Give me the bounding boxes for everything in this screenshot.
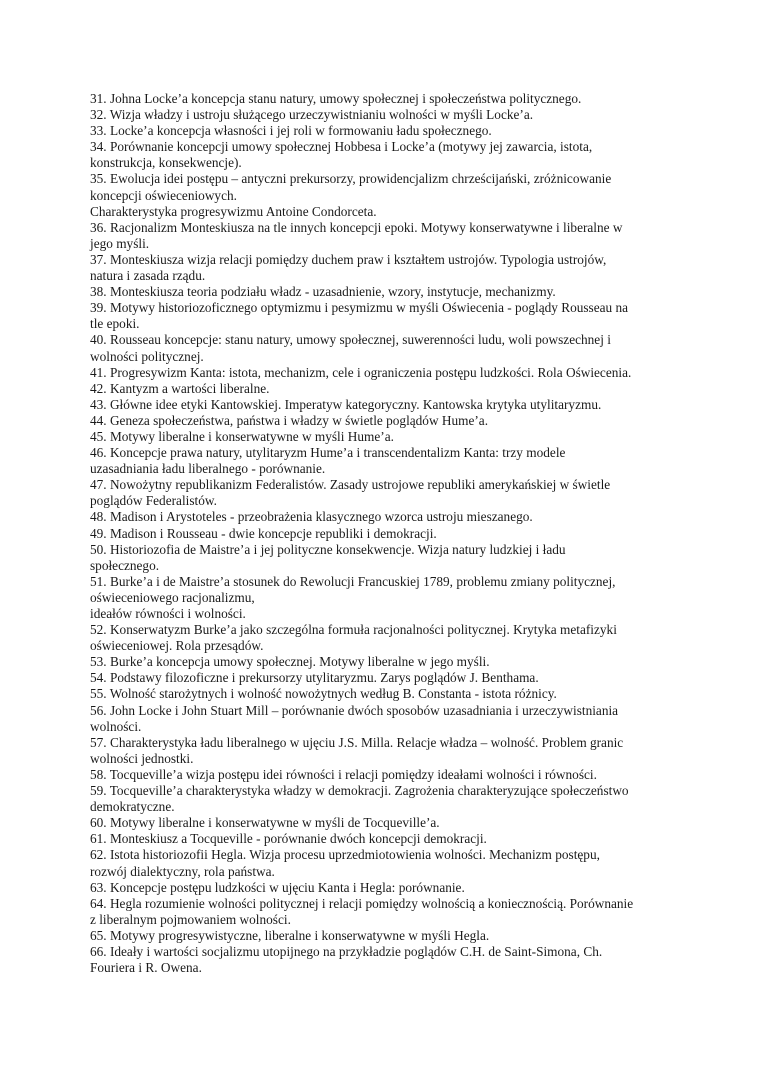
document-line: 31. Johna Locke’a koncepcja stanu natury, umowy społecznej i społeczeństwa politycznego. <box>90 91 582 106</box>
document-line: z liberalnym pojmowaniem wolności. <box>90 911 291 927</box>
document-line: 45. Motywy liberalne i konserwatywne w myśli Hume’a. <box>90 428 394 444</box>
document-line: 41. Progresywizm Kanta: istota, mechanizm, cele i ograniczenia postępu ludzkości. Rola Oświecenia. <box>90 364 632 380</box>
document-line: Charakterystyka progresywizmu Antoine Condorceta. <box>90 203 377 219</box>
document-line: 48. Madison i Arystoteles - przeobrażenia klasycznego wzorca ustroju mieszanego. <box>90 509 533 525</box>
document-line: 34. Porównanie koncepcji umowy społecznej Hobbesa i Locke’a (motywy jej zawarcia, istota, <box>90 139 593 155</box>
document-line: demokratyczne. <box>90 799 175 815</box>
document-page <box>90 91 670 976</box>
document-line: wolności. <box>90 718 142 734</box>
document-line: 62. Istota historiozofii Hegla. Wizja procesu uprzedmiotowienia wolności. Mechanizm postępu, <box>90 847 600 863</box>
document-line: natura i zasada rządu. <box>90 268 206 284</box>
document-line: wolności jednostki. <box>90 750 194 766</box>
document-line: 64. Hegla rozumienie wolności politycznej i relacji pomiędzy wolnością a koniecznością. Porównanie <box>90 895 634 911</box>
document-line: tle epoki. <box>90 316 140 332</box>
document-line: 56. John Locke i John Stuart Mill – porównanie dwóch sposobów uzasadniania i urzeczywistniania <box>90 702 619 718</box>
document-line: społecznego. <box>90 557 160 573</box>
document-line: wolności politycznej. <box>90 348 204 364</box>
document-line: konstrukcja, konsekwencje). <box>90 155 242 171</box>
document-line: oświeceniowej. Rola przesądów. <box>90 638 264 654</box>
document-line: Fouriera i R. Owena. <box>90 960 202 976</box>
document-line: 46. Koncepcje prawa natury, utylitaryzm Hume’a i transcendentalizm Kanta: trzy modele <box>90 445 566 461</box>
document-line: 59. Tocqueville’a charakterystyka władzy w demokracji. Zagrożenia charakteryzujące społeczeństwo <box>90 783 629 799</box>
document-line: 38. Monteskiusza teoria podziału władz - uzasadnienie, wzory, instytucje, mechanizmy. <box>90 284 556 300</box>
document-line: ideałów równości i wolności. <box>90 606 246 621</box>
document-line: poglądów Federalistów. <box>90 493 217 509</box>
document-line: 32. Wizja władzy i ustroju służącego urzeczywistnianiu wolności w myśli Locke’a. <box>90 107 534 123</box>
document-line: 57. Charakterystyka ładu liberalnego w ujęciu J.S. Milla. Relacje władza – wolność. Problem granic <box>90 734 624 750</box>
document-line: 33. Locke’a koncepcja własności i jej roli w formowaniu ładu społecznego. <box>90 123 492 139</box>
document-line: 55. Wolność starożytnych i wolność nowożytnych według B. Constanta - istota różnicy. <box>90 686 557 702</box>
document-line: 66. Ideały i wartości socjalizmu utopijnego na przykładzie poglądów C.H. de Saint-Simona, Ch. <box>90 943 603 959</box>
document-line: koncepcji oświeceniowych. <box>90 187 237 203</box>
document-line: 54. Podstawy filozoficzne i prekursorzy utylitaryzmu. Zarys poglądów J. Benthama. <box>90 670 539 686</box>
document-line: jego myśli. <box>90 235 150 251</box>
document-line: 37. Monteskiusza wizja relacji pomiędzy duchem praw i kształtem ustrojów. Typologia ustrojów, <box>90 251 607 267</box>
document-line: 63. Koncepcje postępu ludzkości w ujęciu Kanta i Hegla: porównanie. <box>90 879 465 895</box>
document-line: 65. Motywy progresywistyczne, liberalne i konserwatywne w myśli Hegla. <box>90 927 490 943</box>
document-line: 51. Burke’a i de Maistre’a stosunek do Rewolucji Francuskiej 1789, problemu zmiany politycznej, <box>90 573 616 589</box>
document-line: uzasadniania ładu liberalnego - porównanie. <box>90 461 326 477</box>
document-line: 39. Motywy historiozoficznego optymizmu i pesymizmu w myśli Oświecenia - poglądy Rousseau na <box>90 300 629 316</box>
document-line: rozwój dialektyczny, rola państwa. <box>90 863 275 879</box>
document-line: 52. Konserwatyzm Burke’a jako szczególna formuła racjonalności politycznej. Krytyka metafizyki <box>90 622 617 638</box>
document-line: oświeceniowego racjonalizmu, <box>90 589 255 605</box>
document-line: 44. Geneza społeczeństwa, państwa i władzy w świetle poglądów Hume’a. <box>90 412 489 428</box>
document-line: 43. Główne idee etyki Kantowskiej. Imperatyw kategoryczny. Kantowska krytyka utylitaryzmu. <box>90 396 602 412</box>
document-line: 60. Motywy liberalne i konserwatywne w myśli de Tocqueville’a. <box>90 815 440 831</box>
document-line: 35. Ewolucja idei postępu – antyczni prekursorzy, prowidencjalizm chrześcijański, zróżnicowanie <box>90 171 612 187</box>
document-line: 47. Nowożytny republikanizm Federalistów. Zasady ustrojowe republiki amerykańskiej w świetle <box>90 477 611 493</box>
document-line: 53. Burke’a koncepcja umowy społecznej. Motywy liberalne w jego myśli. <box>90 654 490 670</box>
document-line: 58. Tocqueville’a wizja postępu idei równości i relacji pomiędzy ideałami wolności i równości. <box>90 766 597 782</box>
document-line: 50. Historiozofia de Maistre’a i jej polityczne konsekwencje. Wizja natury ludzkiej i ładu <box>90 541 566 557</box>
document-line: 42. Kantyzm a wartości liberalne. <box>90 380 270 396</box>
document-line: 40. Rousseau koncepcje: stanu natury, umowy społecznej, suwerenności ludu, woli powszechnej i <box>90 332 611 348</box>
document-line: 49. Madison i Rousseau - dwie koncepcje republiki i demokracji. <box>90 525 437 541</box>
document-line: 61. Monteskiusz a Tocqueville - porównanie dwóch koncepcji demokracji. <box>90 831 487 847</box>
document-line: 36. Racjonalizm Monteskiusza na tle innych koncepcji epoki. Motywy konserwatywne i liberalne w <box>90 219 623 235</box>
